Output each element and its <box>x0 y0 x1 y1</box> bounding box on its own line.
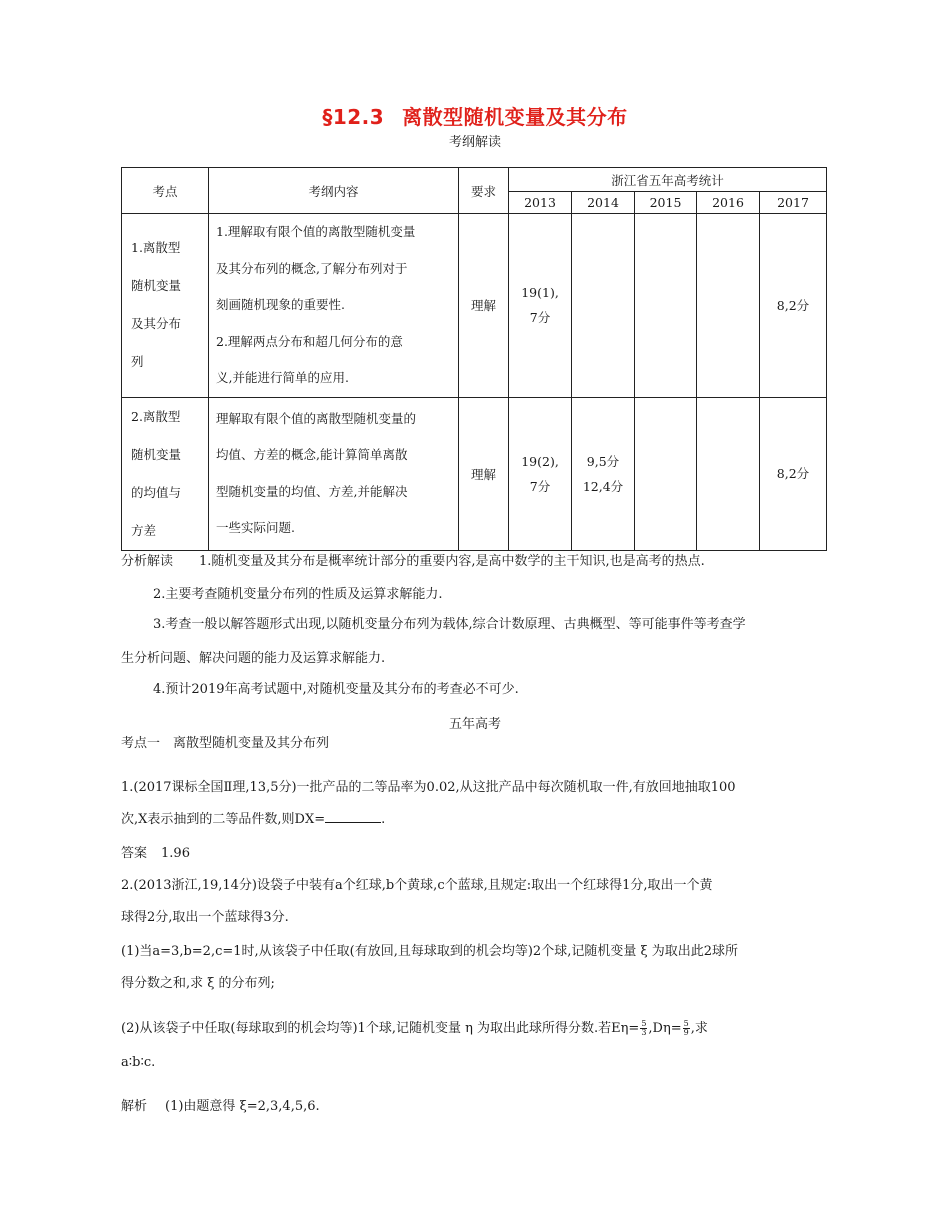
row2-requirement: 理解 <box>459 397 509 550</box>
analysis-p3-line2: 生分析问题、解决问题的能力及运算求解能力. <box>121 651 386 666</box>
header-stats: 浙江省五年高考统计 <box>509 168 827 192</box>
row1-topic: 1.离散型 随机变量 及其分布 列 <box>122 214 209 398</box>
year-2017: 2017 <box>760 192 827 214</box>
q2-line2: 球得2分,取出一个蓝球得3分. <box>121 910 289 925</box>
row2-topic: 2.离散型 随机变量 的均值与 方差 <box>122 397 209 550</box>
answer-label: 答案 <box>121 846 148 861</box>
analysis-p3-line1: 3.考查一般以解答题形式出现,以随机变量分布列为载体,综合计数原理、古典概型、等可能事件等考查学 <box>153 617 746 632</box>
header-topic: 考点 <box>122 168 209 214</box>
five-years-heading: 五年高考 <box>448 717 501 732</box>
q1-line2: 次,X表示抽到的二等品件数,则DX= . <box>121 812 386 827</box>
row2-2016 <box>697 397 760 550</box>
header-content: 考纲内容 <box>209 168 459 214</box>
fraction-d: $\frac{5}{9}$ <box>683 1019 689 1037</box>
section-title-text: 离散型随机变量及其分布 <box>402 105 628 129</box>
year-2014: 2014 <box>572 192 635 214</box>
row1-content: 1.理解取有限个值的离散型随机变量 及其分布列的概念,了解分布列对于 刻画随机现象的重要性. 2.理解两点分布和超几何分布的意 义,并能进行简单的应用. <box>209 214 459 398</box>
q1-answer <box>121 844 831 864</box>
q2-part1-line1: (1)当a=3,b=2,c=1时,从该袋子中任取(有放回,且每球取到的机会均等)2个球,记随机变量 ξ 为取出此2球所 <box>121 944 739 959</box>
header-requirement: 要求 <box>459 168 509 214</box>
row1-requirement: 理解 <box>459 214 509 398</box>
row2-2017: 8,2分 <box>760 397 827 550</box>
row1-2013: 19(1), 7分 <box>509 214 572 398</box>
year-2016: 2016 <box>697 192 760 214</box>
solution-line <box>121 1097 831 1117</box>
row1-2015 <box>635 214 697 398</box>
answer-blank <box>325 810 381 823</box>
row2-2014: 9,5分 12,4分 <box>572 397 635 550</box>
q2-part2-line1: (2)从该袋子中任取(每球取到的机会均等)1个球,记随机变量 η 为取出此球所得分数.若Eη= $\frac{5}{3}$ ,Dη= $\frac{5}{9}$ ,求 <box>121 1019 708 1037</box>
row2-2015 <box>635 397 697 550</box>
kaodian-heading: 考点一 离散型随机变量及其分布列 <box>121 736 330 751</box>
answer-value: 1.96 <box>161 846 190 861</box>
year-2015: 2015 <box>635 192 697 214</box>
syllabus-table <box>121 167 827 551</box>
analysis-label: 分析解读 <box>121 554 174 569</box>
q2-part2-line2: a∶b∶c. <box>121 1055 156 1070</box>
q1-line1: 1.(2017课标全国Ⅱ理,13,5分)一批产品的二等品率为0.02,从这批产品中每次随机取一件,有放回地抽取100 <box>121 780 736 795</box>
row2-content: 理解取有限个值的离散型随机变量的 均值、方差的概念,能计算简单离散 型随机变量的均值、方差,并能解决 一些实际问题. <box>209 397 459 550</box>
section-number: §12.3 <box>322 105 385 129</box>
section-title <box>0 101 950 130</box>
analysis-p2: 2.主要考查随机变量分布列的性质及运算求解能力. <box>153 587 443 602</box>
analysis-p1: 分析解读 1.随机变量及其分布是概率统计部分的重要内容,是高中数学的主干知识,也是高考的热点. <box>121 554 705 569</box>
analysis-p4: 4.预计2019年高考试题中,对随机变量及其分布的考查必不可少. <box>153 682 519 697</box>
fraction-e: $\frac{5}{3}$ <box>641 1019 647 1037</box>
solution-text: (1)由题意得 ξ=2,3,4,5,6. <box>165 1099 320 1114</box>
syllabus-subtitle: 考纲解读 <box>448 135 501 150</box>
row1-2016 <box>697 214 760 398</box>
table-row <box>122 397 827 550</box>
row2-2013: 19(2), 7分 <box>509 397 572 550</box>
row1-2014 <box>572 214 635 398</box>
q2-line1: 2.(2013浙江,19,14分)设袋子中装有a个红球,b个黄球,c个蓝球,且规定:取出一个红球得1分,取出一个黄 <box>121 878 713 893</box>
q2-part1-line2: 得分数之和,求 ξ 的分布列; <box>121 976 275 991</box>
row1-2017: 8,2分 <box>760 214 827 398</box>
year-2013: 2013 <box>509 192 572 214</box>
table-row <box>122 214 827 398</box>
solution-label: 解析 <box>121 1099 148 1114</box>
